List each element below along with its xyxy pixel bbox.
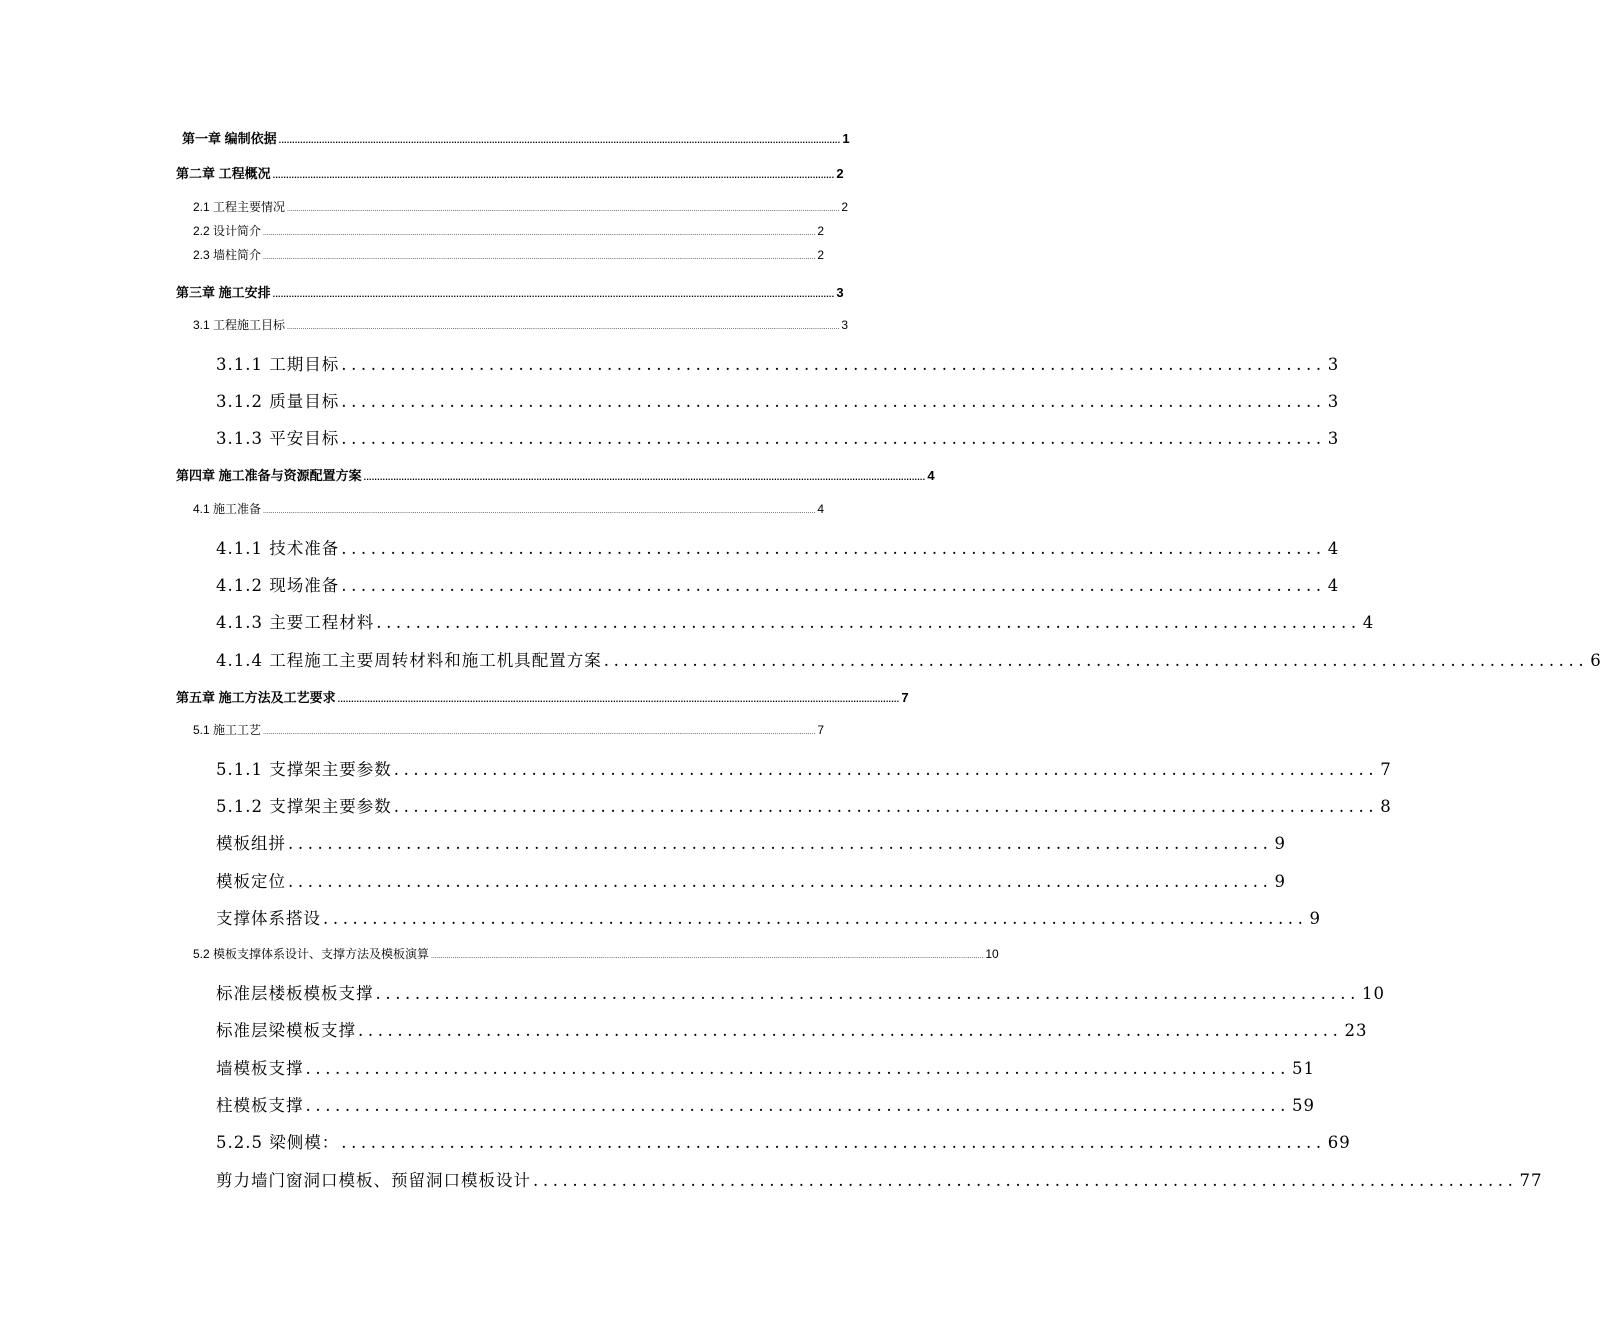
toc-entry-page: 7: [1380, 760, 1392, 779]
toc-entry-subsection-3-1-3[interactable]: [216, 425, 1340, 449]
toc-entry-title: 3.1.3 平安目标: [216, 429, 340, 448]
toc-entry-title: 3.1 工程施工目标: [193, 318, 286, 332]
toc-entry-title: 4.1.1 技术准备: [216, 539, 340, 558]
toc-entry-section-2-1[interactable]: [193, 198, 849, 215]
toc-entry-page: 10: [985, 947, 999, 961]
dot-leader: ....................................................................................................: [393, 797, 1379, 816]
toc-entry-page: 2: [836, 166, 844, 181]
toc-entry-title: 2.2 设计简介: [193, 224, 262, 238]
toc-entry-page: 3: [1327, 355, 1340, 374]
dot-leader: ............................................................................................................................................................................................................................................................................................: [431, 953, 984, 960]
toc-entry-page: 3: [1327, 392, 1340, 411]
dot-leader: ....................................................................................................: [288, 834, 1273, 853]
toc-entry-title: 剪力墙门窗洞口模板、预留洞口模板设计: [216, 1171, 531, 1190]
toc-entry-section-3-1[interactable]: [193, 316, 849, 333]
toc-entry-title: 4.1.3 主要工程材料: [216, 613, 375, 632]
dot-leader: ....................................................................................................: [323, 909, 1308, 928]
toc-entry-page: 77: [1519, 1171, 1543, 1190]
toc-entry-subsection-3-1-1[interactable]: [216, 351, 1340, 375]
toc-entry-page: 4: [1327, 576, 1340, 595]
toc-entry-page: 4: [927, 468, 935, 483]
toc-entry-beam-support[interactable]: [216, 1017, 1368, 1041]
toc-entry-title: 5.2 模板支撑体系设计、支撑方法及模板演算: [193, 947, 430, 961]
dot-leader: ....................................................................................................: [341, 355, 1326, 374]
dot-leader: ............................................................................................................................................................................................................................................................................................: [263, 508, 816, 515]
toc-entry-subsection-4-1-1[interactable]: [216, 535, 1340, 559]
toc-entry-page: 9: [1274, 834, 1286, 853]
dot-leader: ................................................................................................................................................................................................................: [363, 472, 926, 482]
toc-entry-page: 7: [817, 723, 825, 737]
dot-leader: ....................................................................................................: [603, 651, 1589, 670]
toc-entry-subsection-5-1-1[interactable]: [216, 756, 1392, 780]
toc-entry-chapter-1[interactable]: [182, 128, 850, 146]
toc-entry-title: 第四章 施工准备与资源配置方案: [176, 468, 362, 483]
dot-leader: ............................................................................................................................................................................................................................................................................................: [287, 324, 840, 331]
dot-leader: ....................................................................................................: [341, 392, 1326, 411]
toc-entry-title: 第三章 施工安排: [176, 285, 271, 300]
toc-entry-chapter-2[interactable]: [176, 163, 844, 181]
toc-entry-title: 支撑体系搭设: [216, 909, 321, 928]
toc-entry-chapter-5[interactable]: [176, 687, 909, 705]
toc-entry-column-support[interactable]: [216, 1092, 1315, 1116]
toc-entry-page: 4: [817, 502, 825, 516]
toc-entry-title: 柱模板支撑: [216, 1096, 304, 1115]
toc-entry-title: 第二章 工程概况: [176, 166, 271, 181]
dot-leader: ............................................................................................................................................................................................................................................................................................: [287, 206, 840, 213]
dot-leader: ....................................................................................................: [341, 1133, 1326, 1152]
toc-entry-title: 5.2.5 梁侧模：: [216, 1133, 340, 1152]
toc-entry-template-assembly[interactable]: [216, 830, 1286, 854]
toc-entry-title: 模板组拼: [216, 834, 286, 853]
toc-entry-chapter-3[interactable]: [176, 282, 844, 300]
toc-entry-page: 7: [901, 690, 909, 705]
toc-entry-section-4-1[interactable]: [193, 500, 825, 517]
toc-entry-title: 2.1 工程主要情况: [193, 200, 286, 214]
toc-entry-section-2-2[interactable]: [193, 222, 825, 239]
toc-entry-shear-wall-openings[interactable]: [216, 1167, 1543, 1191]
dot-leader: ....................................................................................................: [305, 1059, 1290, 1078]
toc-entry-title: 5.1.1 支撑架主要参数: [216, 760, 392, 779]
toc-entry-template-positioning[interactable]: [216, 868, 1286, 892]
toc-entry-page: 3: [836, 285, 844, 300]
toc-entry-title: 2.3 墙柱简介: [193, 248, 262, 262]
dot-leader: ....................................................................................................: [341, 576, 1326, 595]
toc-entry-title: 5.1.2 支撑架主要参数: [216, 797, 392, 816]
toc-entry-title: 3.1.1 工期目标: [216, 355, 340, 374]
toc-entry-title: 标准层梁模板支撑: [216, 1021, 356, 1040]
toc-entry-title: 第一章 编制依据: [182, 131, 277, 146]
toc-entry-title: 4.1.4 工程施工主要周转材料和施工机具配置方案: [216, 651, 602, 670]
dot-leader: ................................................................................................................................................................................................................: [278, 135, 841, 145]
toc-entry-page: 51: [1292, 1059, 1315, 1078]
dot-leader: ................................................................................................................................................................................................................: [272, 170, 835, 180]
toc-entry-subsection-5-2-5[interactable]: [216, 1129, 1351, 1153]
toc-entry-section-5-1[interactable]: [193, 721, 825, 738]
toc-entry-page: 3: [1327, 429, 1340, 448]
toc-entry-section-5-2[interactable]: [193, 945, 999, 962]
toc-entry-title: 5.1 施工工艺: [193, 723, 262, 737]
toc-entry-subsection-4-1-4[interactable]: [216, 647, 1602, 671]
dot-leader: ....................................................................................................: [305, 1096, 1290, 1115]
toc-entry-support-system-setup[interactable]: [216, 905, 1321, 929]
toc-entry-section-2-3[interactable]: [193, 246, 825, 263]
dot-leader: ............................................................................................................................................................................................................................................................................................: [263, 729, 816, 736]
toc-entry-page: 9: [1309, 909, 1321, 928]
toc-entry-page: 9: [1274, 872, 1286, 891]
dot-leader: ....................................................................................................: [341, 539, 1326, 558]
toc-entry-page: 4: [1327, 539, 1340, 558]
toc-entry-title: 墙模板支撑: [216, 1059, 304, 1078]
dot-leader: ....................................................................................................: [288, 872, 1273, 891]
toc-entry-floor-slab-support[interactable]: [216, 980, 1385, 1004]
toc-entry-title: 4.1 施工准备: [193, 502, 262, 516]
toc-entry-page: 69: [1327, 1133, 1351, 1152]
toc-entry-page: 3: [841, 318, 849, 332]
toc-entry-subsection-3-1-2[interactable]: [216, 388, 1340, 412]
dot-leader: ....................................................................................................: [375, 984, 1360, 1003]
toc-entry-wall-support[interactable]: [216, 1055, 1315, 1079]
dot-leader: ....................................................................................................: [358, 1021, 1343, 1040]
toc-entry-title: 4.1.2 现场准备: [216, 576, 340, 595]
toc-entry-page: 1: [842, 131, 850, 146]
toc-entry-page: 2: [841, 200, 849, 214]
dot-leader: ....................................................................................................: [533, 1171, 1518, 1190]
toc-entry-page: 10: [1362, 984, 1385, 1003]
dot-leader: ............................................................................................................................................................................................................................................................................................: [263, 254, 816, 261]
toc-entry-title: 模板定位: [216, 872, 286, 891]
dot-leader: ................................................................................................................................................................................................................: [272, 289, 835, 299]
dot-leader: ....................................................................................................: [341, 429, 1326, 448]
toc-entry-page: 6: [1590, 651, 1602, 670]
dot-leader: ....................................................................................................: [393, 760, 1379, 779]
toc-entry-page: 2: [817, 248, 825, 262]
toc-entry-title: 3.1.2 质量目标: [216, 392, 340, 411]
toc-entry-subsection-4-1-3[interactable]: [216, 609, 1375, 633]
dot-leader: ....................................................................................................: [376, 613, 1361, 632]
toc-entry-page: 59: [1292, 1096, 1315, 1115]
toc-entry-title: 第五章 施工方法及工艺要求: [176, 690, 336, 705]
toc-entry-page: 4: [1362, 613, 1375, 632]
dot-leader: ................................................................................................................................................................................................................: [337, 694, 900, 704]
toc-entry-chapter-4[interactable]: [176, 465, 935, 483]
toc-entry-page: 2: [817, 224, 825, 238]
toc-entry-subsection-4-1-2[interactable]: [216, 572, 1340, 596]
dot-leader: ............................................................................................................................................................................................................................................................................................: [263, 230, 816, 237]
toc-entry-title: 标准层楼板模板支撑: [216, 984, 374, 1003]
toc-entry-page: 23: [1344, 1021, 1368, 1040]
toc-entry-subsection-5-1-2[interactable]: [216, 793, 1392, 817]
toc-entry-page: 8: [1380, 797, 1392, 816]
